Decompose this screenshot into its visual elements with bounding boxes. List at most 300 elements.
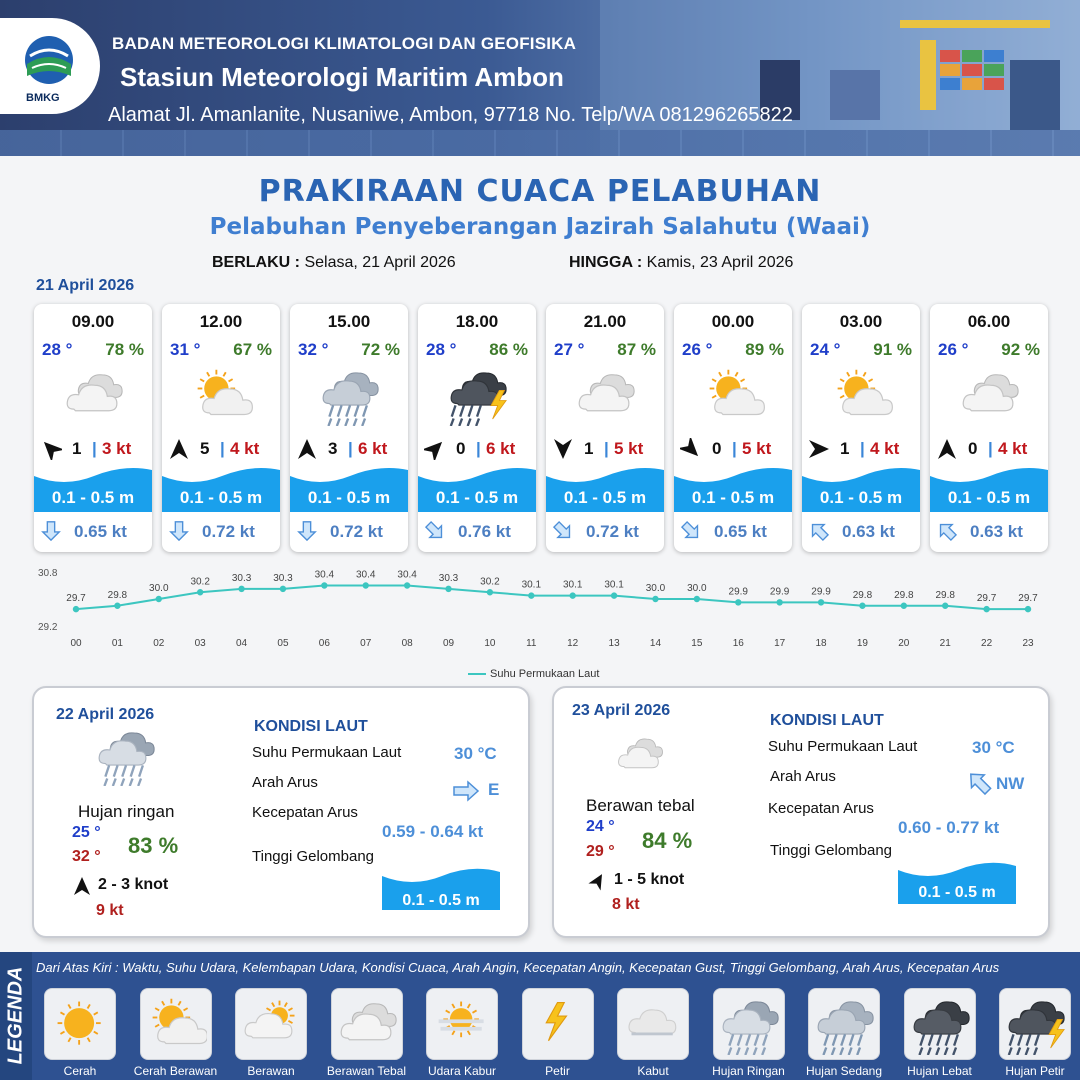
card-separator: | <box>732 439 737 458</box>
card-current-speed: 0.72 kt <box>586 522 639 541</box>
agency-name: BADAN METEOROLOGI KLIMATOLOGI DAN GEOFISIKA <box>112 34 577 53</box>
kabut-icon <box>624 995 684 1055</box>
forecast-card <box>674 304 792 552</box>
card-wave-height: 0.1 - 0.5 m <box>563 488 647 507</box>
day2-speed-label: Kecepatan Arus <box>252 804 358 821</box>
card-wind-speed: 0 <box>968 439 978 458</box>
page-subtitle: Pelabuhan Penyeberangan Jazirah Salahutu (Waai) <box>209 214 871 240</box>
data-point <box>983 606 989 612</box>
day3-sea-title: KONDISI LAUT <box>770 712 884 729</box>
day2-sst-label: Suhu Permukaan Laut <box>252 744 402 761</box>
card-wind <box>296 438 404 460</box>
data-point <box>73 606 79 612</box>
x-tick-label: 02 <box>153 638 165 649</box>
x-tick-label: 03 <box>194 638 206 649</box>
forecast-card <box>34 304 152 552</box>
legend-icon-box <box>331 988 403 1060</box>
legend-icon-box <box>999 988 1071 1060</box>
berawan-tebal-icon <box>954 366 1026 426</box>
current-arrow-icon <box>168 520 190 542</box>
card-time: 21.00 <box>583 312 627 331</box>
legend-item <box>225 988 317 1078</box>
day2-dir-label: Arah Arus <box>252 774 318 791</box>
day2-gust: 9 kt <box>96 902 124 919</box>
day3-wave: 0.1 - 0.5 m <box>918 884 996 901</box>
card-wave-height: 0.1 - 0.5 m <box>691 488 775 507</box>
day2-panel <box>32 686 530 938</box>
day2-humidity: 83 % <box>128 833 179 858</box>
logo-text: BMKG <box>26 92 60 104</box>
legend-item <box>989 988 1080 1078</box>
legend-line-swatch <box>468 673 486 675</box>
card-current <box>808 518 916 544</box>
x-tick-label: 07 <box>360 638 372 649</box>
x-tick-label: 15 <box>691 638 703 649</box>
card-weather <box>826 366 898 422</box>
data-point <box>818 599 824 605</box>
station-name: Stasiun Meteorologi Maritim Ambon <box>120 62 564 92</box>
day3-humidity: 84 % <box>642 828 693 853</box>
data-point <box>321 582 327 588</box>
hujan-ringan-icon <box>720 995 780 1055</box>
card-weather <box>442 366 514 422</box>
x-tick-label: 08 <box>401 638 413 649</box>
hujan-lebat-icon <box>911 995 971 1055</box>
legend-item <box>703 988 795 1078</box>
cerah-berawan-icon <box>826 366 898 426</box>
legend-title: LEGENDA <box>4 966 27 1065</box>
data-label: 30.3 <box>273 572 293 584</box>
header-floor <box>0 130 1080 156</box>
x-tick-label: 06 <box>318 638 330 649</box>
day2-sea-title: KONDISI LAUT <box>254 718 368 735</box>
legend-label: Petir <box>545 1064 570 1078</box>
current-arrow-icon <box>552 520 574 542</box>
card-wind-speed: 0 <box>456 439 466 458</box>
data-point <box>569 592 575 598</box>
sst-line-chart <box>30 564 1050 684</box>
legend-item <box>894 988 986 1078</box>
card-gust: 4 kt <box>230 439 260 458</box>
day2-temp-max: 32 ° <box>72 848 101 865</box>
data-label: 29.7 <box>66 593 86 605</box>
x-tick-label: 11 <box>526 638 537 649</box>
forecast-card <box>418 304 536 552</box>
y-tick-label: 29.2 <box>38 622 58 633</box>
card-time: 06.00 <box>967 312 1011 331</box>
legend-item <box>34 988 126 1078</box>
data-label: 29.7 <box>976 593 997 605</box>
hujan-sedang-icon <box>314 366 386 426</box>
card-wind <box>40 438 148 460</box>
day1-date: 21 April 2026 <box>36 277 135 294</box>
day3-dir-label: Arah Arus <box>770 768 836 785</box>
data-point <box>487 589 493 595</box>
day2-wave: 0.1 - 0.5 m <box>402 892 480 909</box>
card-time: 00.00 <box>711 312 755 331</box>
card-separator: | <box>348 439 353 458</box>
data-label: 30.4 <box>314 569 335 581</box>
berawan-tebal-icon <box>58 366 130 426</box>
legend-label: Berawan Tebal <box>326 1064 407 1078</box>
day3-gust: 8 kt <box>612 896 640 913</box>
card-separator: | <box>604 439 609 458</box>
data-label: 30.2 <box>190 576 210 588</box>
hourly-forecast <box>34 304 1054 552</box>
y-tick-label: 30.8 <box>38 568 58 579</box>
current-arrow-icon <box>808 520 830 542</box>
card-temp: 26 ° <box>682 340 713 359</box>
day2-current-dir: E <box>488 780 500 799</box>
legend-label: Hujan Petir <box>1005 1064 1065 1078</box>
wind-arrow-icon <box>40 438 62 460</box>
card-current <box>168 518 276 544</box>
legend-label: Hujan Lebat <box>907 1064 972 1078</box>
data-point <box>942 603 948 609</box>
day3-current-speed: 0.60 - 0.77 kt <box>898 818 1000 837</box>
day3-speed-label: Kecepatan Arus <box>768 800 874 817</box>
card-temp: 32 ° <box>298 340 329 359</box>
card-wind <box>680 438 788 460</box>
data-label: 30.1 <box>521 579 542 591</box>
card-gust: 4 kt <box>870 439 900 458</box>
card-weather <box>698 366 770 422</box>
card-separator: | <box>988 439 993 458</box>
x-tick-label: 13 <box>608 638 620 649</box>
day2-wave-label: Tinggi Gelombang <box>252 848 375 865</box>
card-humidity: 78 % <box>105 340 144 359</box>
card-temp: 27 ° <box>554 340 585 359</box>
data-point <box>611 592 617 598</box>
card-current-speed: 0.76 kt <box>458 522 511 541</box>
x-tick-label: 12 <box>567 638 579 649</box>
udara-kabur-icon <box>433 995 493 1055</box>
day3-wave-label: Tinggi Gelombang <box>770 842 893 859</box>
day2-wind: 2 - 3 knot <box>98 876 169 893</box>
hujan-petir-icon <box>442 366 514 426</box>
card-current <box>40 518 148 544</box>
card-separator: | <box>220 439 225 458</box>
card-weather <box>954 366 1026 422</box>
data-point <box>528 592 534 598</box>
day3-panel <box>552 686 1050 938</box>
valid-to-label: HINGGA : <box>569 254 643 271</box>
hujan-petir-icon <box>1006 995 1066 1055</box>
page-title: PRAKIRAAN CUACA PELABUHAN <box>258 174 822 209</box>
legend-icon-box <box>426 988 498 1060</box>
card-wind-speed: 1 <box>584 439 594 458</box>
card-gust: 6 kt <box>358 439 388 458</box>
card-temp: 28 ° <box>426 340 457 359</box>
chart-legend-label: Suhu Permukaan Laut <box>490 668 600 680</box>
wind-arrow-icon <box>936 438 958 460</box>
data-point <box>363 582 369 588</box>
data-label: 30.4 <box>356 569 376 581</box>
x-tick-label: 17 <box>774 638 786 649</box>
data-label: 29.8 <box>852 589 873 601</box>
hujan-sedang-icon <box>815 995 875 1055</box>
card-wave-height: 0.1 - 0.5 m <box>179 488 263 507</box>
card-current-speed: 0.72 kt <box>330 522 383 541</box>
card-humidity: 89 % <box>745 340 784 359</box>
card-time: 09.00 <box>71 312 115 331</box>
card-weather <box>314 366 386 422</box>
data-point <box>735 599 741 605</box>
card-gust: 6 kt <box>486 439 516 458</box>
x-tick-label: 09 <box>442 638 455 649</box>
data-point <box>445 586 451 592</box>
cerah-berawan-icon <box>147 995 207 1055</box>
card-current <box>680 518 788 544</box>
sst-series-line <box>76 586 1028 610</box>
card-wind <box>168 438 276 460</box>
valid-from-value: Selasa, 21 April 2026 <box>304 254 456 271</box>
wind-arrow-icon <box>296 438 318 460</box>
current-arrow-icon <box>680 520 702 542</box>
data-label: 29.8 <box>894 589 914 601</box>
legend-label: Hujan Sedang <box>805 1064 883 1078</box>
card-separator: | <box>92 439 97 458</box>
forecast-card <box>930 304 1048 552</box>
x-tick-label: 05 <box>277 638 289 649</box>
legend-label: Udara Kabur <box>427 1064 497 1078</box>
day3-sst: 30 °C <box>972 738 1015 757</box>
card-time: 12.00 <box>199 312 243 331</box>
forecast-card <box>546 304 664 552</box>
data-point <box>238 586 244 592</box>
day3-current-dir: NW <box>996 774 1025 793</box>
card-temp: 31 ° <box>170 340 201 359</box>
data-label: 29.8 <box>107 589 128 601</box>
legend-item <box>321 988 413 1078</box>
day2-temp-min: 25 ° <box>72 824 101 841</box>
card-time: 03.00 <box>839 312 883 331</box>
card-current <box>296 518 404 544</box>
card-temp: 24 ° <box>810 340 841 359</box>
wind-arrow-icon <box>552 438 574 460</box>
current-arrow-icon <box>936 520 958 542</box>
x-tick-label: 19 <box>856 638 868 649</box>
card-current-speed: 0.63 kt <box>970 522 1023 541</box>
card-wind <box>808 438 916 460</box>
data-label: 30.0 <box>149 583 169 594</box>
card-current-speed: 0.63 kt <box>842 522 895 541</box>
x-tick-label: 14 <box>649 638 662 649</box>
day2-current-speed: 0.59 - 0.64 kt <box>382 822 484 841</box>
data-point <box>1025 606 1031 612</box>
legend-item <box>512 988 604 1078</box>
card-temp: 26 ° <box>938 340 969 359</box>
chart-legend <box>468 668 599 680</box>
card-current <box>552 518 660 544</box>
legend-label: Cerah Berawan <box>133 1064 218 1078</box>
berawan-icon <box>242 995 302 1055</box>
legend-bar <box>0 952 1080 1080</box>
x-tick-label: 01 <box>111 638 123 649</box>
data-point <box>652 596 658 602</box>
card-time: 18.00 <box>455 312 499 331</box>
x-tick-label: 20 <box>898 638 910 649</box>
day2-date: 22 April 2026 <box>56 706 155 723</box>
data-point <box>901 603 907 609</box>
x-tick-label: 04 <box>236 638 248 649</box>
card-humidity: 92 % <box>1001 340 1040 359</box>
legend-icon-box <box>44 988 116 1060</box>
data-label: 30.2 <box>480 576 500 588</box>
wind-arrow-icon <box>424 438 446 460</box>
legend-item <box>416 988 508 1078</box>
x-tick-label: 21 <box>939 638 951 649</box>
legend-icon-box <box>617 988 689 1060</box>
forecast-card <box>290 304 408 552</box>
legend-icon-box <box>904 988 976 1060</box>
card-time: 15.00 <box>327 312 371 331</box>
data-point <box>404 582 410 588</box>
card-wind-speed: 5 <box>200 439 210 458</box>
legend-label: Hujan Ringan <box>712 1064 785 1078</box>
x-tick-label: 22 <box>981 638 993 649</box>
data-label: 30.4 <box>397 569 417 581</box>
day2-wind-arrow-icon <box>72 876 92 896</box>
valid-to <box>569 254 793 272</box>
data-label: 30.3 <box>438 572 459 584</box>
legend-description: Dari Atas Kiri : Waktu, Suhu Udara, Kelembapan Udara, Kondisi Cuaca, Arah Angin, Kecepatan Angin, Kecepatan Gust, Tinggi Gelombang, Arah Arus, Kecepatan Arus <box>36 960 1000 975</box>
day3-wind-arrow-icon <box>588 871 608 891</box>
card-humidity: 72 % <box>361 340 400 359</box>
card-wind <box>552 438 660 460</box>
day2-current-arrow-icon <box>452 780 480 802</box>
data-point <box>114 603 120 609</box>
card-temp: 28 ° <box>42 340 73 359</box>
station-address: Alamat Jl. Amanlanite, Nusaniwe, Ambon, 97718 No. Telp/WA 081296265822 <box>108 104 793 126</box>
cerah-berawan-icon <box>698 366 770 426</box>
card-humidity: 86 % <box>489 340 528 359</box>
day3-sst-label: Suhu Permukaan Laut <box>768 738 918 755</box>
cerah-berawan-icon <box>186 366 258 426</box>
card-wave-height: 0.1 - 0.5 m <box>947 488 1031 507</box>
wind-arrow-icon <box>680 438 702 460</box>
data-label: 30.1 <box>604 579 624 591</box>
card-wave-height: 0.1 - 0.5 m <box>435 488 519 507</box>
card-gust: 3 kt <box>102 439 132 458</box>
legend-icon-box <box>713 988 785 1060</box>
data-label: 30.0 <box>687 583 707 594</box>
day2-condition: Hujan ringan <box>78 802 175 821</box>
data-label: 30.1 <box>562 579 583 591</box>
day3-wind: 1 - 5 knot <box>614 871 685 888</box>
valid-from-label: BERLAKU : <box>212 254 300 271</box>
card-current <box>424 518 532 544</box>
day3-condition: Berawan tebal <box>586 796 695 815</box>
card-weather <box>186 366 258 422</box>
petir-icon <box>529 995 589 1055</box>
card-weather <box>570 366 642 422</box>
card-wind-speed: 0 <box>712 439 722 458</box>
valid-from <box>212 254 456 272</box>
day2-sst: 30 °C <box>454 744 497 763</box>
day3-date: 23 April 2026 <box>572 702 671 719</box>
card-separator: | <box>860 439 865 458</box>
day3-current-arrow-icon <box>966 770 994 798</box>
card-wind-speed: 1 <box>840 439 850 458</box>
legend-title-tab <box>0 952 32 1080</box>
wind-arrow-icon <box>808 438 830 460</box>
card-wave-height: 0.1 - 0.5 m <box>819 488 903 507</box>
data-point <box>197 589 203 595</box>
legend-item <box>798 988 890 1078</box>
cerah-icon <box>51 995 111 1055</box>
card-wave-height: 0.1 - 0.5 m <box>51 488 135 507</box>
card-wind-speed: 1 <box>72 439 82 458</box>
x-tick-label: 16 <box>732 638 744 649</box>
day2-weather-icon <box>90 726 162 786</box>
forecast-card <box>802 304 920 552</box>
data-label: 29.8 <box>935 589 955 601</box>
day3-temp-min: 24 ° <box>586 818 615 835</box>
valid-to-value: Kamis, 23 April 2026 <box>646 254 794 271</box>
data-label: 29.9 <box>811 586 831 598</box>
card-wind-speed: 3 <box>328 439 338 458</box>
card-humidity: 87 % <box>617 340 656 359</box>
x-tick-label: 23 <box>1022 638 1034 649</box>
current-arrow-icon <box>40 520 62 542</box>
x-tick-label: 18 <box>815 638 827 649</box>
legend-icon-box <box>140 988 212 1060</box>
card-gust: 4 kt <box>998 439 1028 458</box>
legend-item <box>130 988 222 1078</box>
data-point <box>859 603 865 609</box>
x-tick-label: 00 <box>70 638 82 649</box>
data-label: 30.3 <box>231 572 252 584</box>
legend-label: Berawan <box>247 1064 295 1078</box>
berawan-tebal-icon <box>338 995 398 1055</box>
card-separator: | <box>476 439 481 458</box>
card-wind <box>936 438 1044 460</box>
day3-temp-max: 29 ° <box>586 843 615 860</box>
wind-arrow-icon <box>168 438 190 460</box>
berawan-tebal-icon <box>570 366 642 426</box>
card-humidity: 67 % <box>233 340 272 359</box>
data-label: 29.9 <box>728 586 748 598</box>
card-gust: 5 kt <box>614 439 644 458</box>
data-point <box>280 586 286 592</box>
legend-label: Cerah <box>63 1064 97 1078</box>
legend-icon-box <box>808 988 880 1060</box>
card-weather <box>58 366 130 422</box>
bmkg-logo <box>0 18 100 114</box>
current-arrow-icon <box>296 520 318 542</box>
legend-item <box>607 988 699 1078</box>
legend-icon-box <box>522 988 594 1060</box>
data-point <box>694 596 700 602</box>
current-arrow-icon <box>424 520 446 542</box>
card-wind <box>424 438 532 460</box>
card-gust: 5 kt <box>742 439 772 458</box>
card-wave-height: 0.1 - 0.5 m <box>307 488 391 507</box>
card-humidity: 91 % <box>873 340 912 359</box>
data-point <box>156 596 162 602</box>
data-label: 30.0 <box>645 583 666 594</box>
day3-weather-icon <box>604 732 676 780</box>
data-point <box>776 599 782 605</box>
card-current-speed: 0.65 kt <box>74 522 127 541</box>
card-current-speed: 0.72 kt <box>202 522 255 541</box>
data-label: 29.7 <box>1018 593 1038 605</box>
x-tick-label: 10 <box>484 638 496 649</box>
data-label: 29.9 <box>769 586 790 598</box>
legend-icon-box <box>235 988 307 1060</box>
legend-label: Kabut <box>637 1064 669 1078</box>
